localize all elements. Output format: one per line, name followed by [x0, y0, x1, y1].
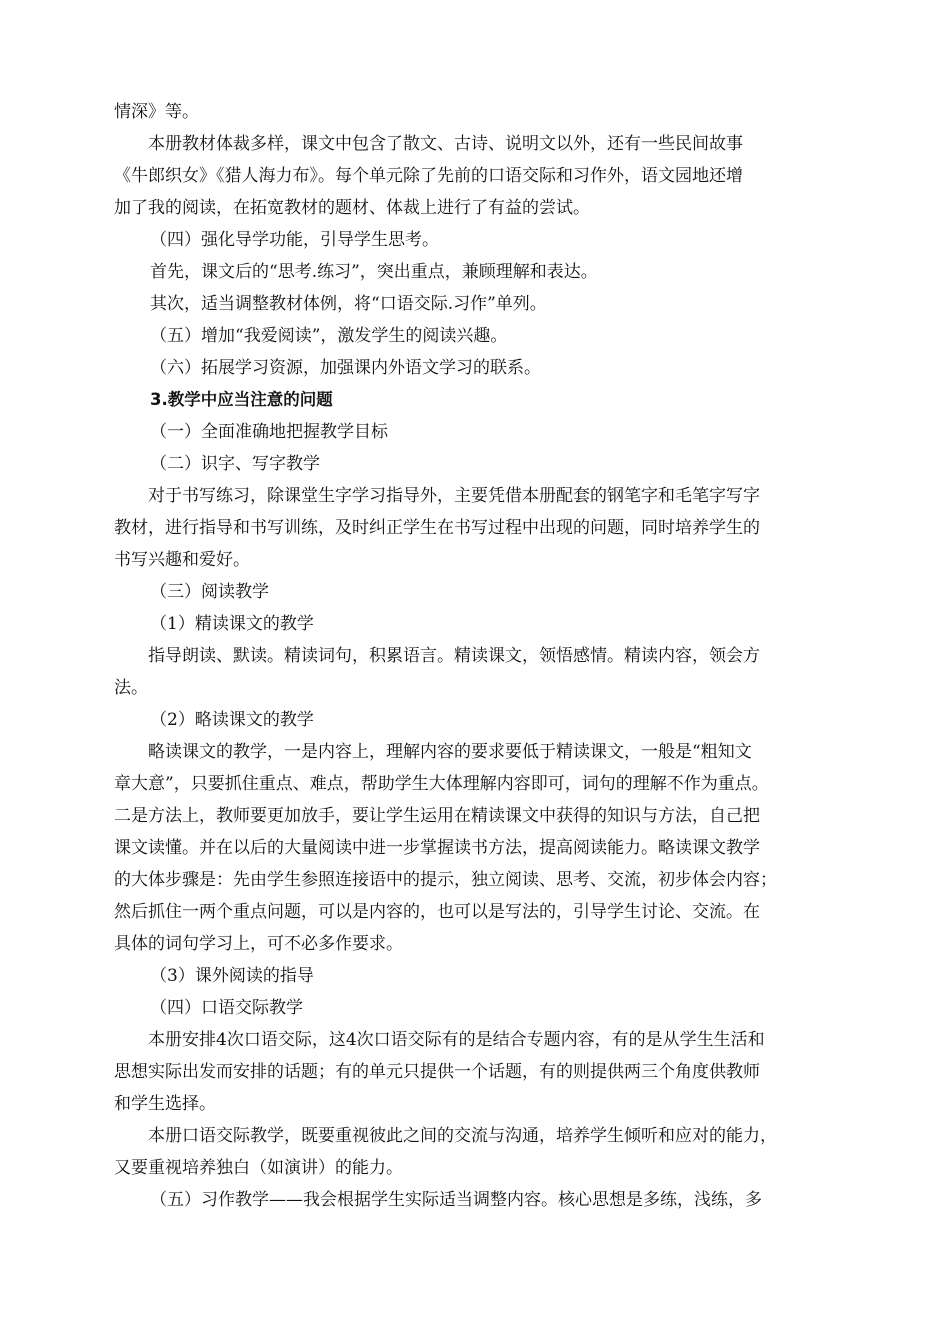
list-item: （五）习作教学——我会根据学生实际适当调整内容。核心思想是多练，浅练，多	[150, 1190, 762, 1210]
paragraph-line: 对于书写练习，除课堂生字学习指导外，主要凭借本册配套的钢笔字和毛笔字写字	[148, 486, 760, 506]
paragraph-line: 法。	[114, 678, 148, 698]
list-item: （一）全面准确地把握教学目标	[150, 422, 388, 442]
list-item: （五）增加“我爱阅读”，激发学生的阅读兴趣。	[150, 326, 508, 346]
paragraph-line: 本册口语交际教学，既要重视彼此之间的交流与沟通，培养学生倾听和应对的能力，	[148, 1126, 777, 1146]
paragraph-line: 的大体步骤是：先由学生参照连接语中的提示，独立阅读、思考、交流，初步体会内容；	[114, 870, 777, 890]
list-item: （六）拓展学习资源，加强课内外语文学习的联系。	[150, 358, 541, 378]
list-item: （三）阅读教学	[150, 582, 269, 602]
paragraph-line: 然后抓住一两个重点问题，可以是内容的，也可以是写法的，引导学生讨论、交流。在	[114, 902, 760, 922]
paragraph-line: 加了我的阅读，在拓宽教材的题材、体裁上进行了有益的尝试。	[114, 198, 590, 218]
paragraph-line: 本册安排4次口语交际，这4次口语交际有的是结合专题内容，有的是从学生生活和	[148, 1030, 765, 1050]
paragraph-skim-reading	[114, 736, 842, 960]
list-item: （2）略读课文的教学	[150, 710, 314, 730]
paragraph-line: 教材，进行指导和书写训练，及时纠正学生在书写过程中出现的问题，同时培养学生的	[114, 518, 760, 538]
paragraph-genres	[114, 128, 842, 224]
list-item: 首先，课文后的“思考.练习”，突出重点，兼顾理解和表达。	[150, 262, 598, 282]
section-heading: 3.教学中应当注意的问题	[150, 390, 333, 409]
list-item: 其次，适当调整教材体例，将“口语交际.习作”单列。	[150, 294, 547, 314]
paragraph-line: 章大意”，只要抓住重点、难点，帮助学生大体理解内容即可，词句的理解不作为重点。	[114, 774, 769, 794]
paragraph-line: 课文读懂。并在以后的大量阅读中进一步掌握读书方法，提高阅读能力。略读课文教学	[114, 838, 760, 858]
list-item: （四）强化导学功能，引导学生思考。	[150, 230, 439, 250]
paragraph-line: 思想实际出发而安排的话题；有的单元只提供一个话题，有的则提供两三个角度供教师	[114, 1062, 760, 1082]
paragraph-intensive-reading	[114, 640, 842, 704]
paragraph-line: 本册教材体裁多样，课文中包含了散文、古诗、说明文以外，还有一些民间故事	[148, 134, 743, 154]
paragraph-line: 和学生选择。	[114, 1094, 216, 1114]
list-item: （四）口语交际教学	[150, 998, 303, 1018]
paragraph-oral-teaching	[114, 1120, 842, 1184]
paragraph-line: 书写兴趣和爱好。	[114, 550, 250, 570]
paragraph-writing-practice	[114, 480, 842, 576]
paragraph-line: 指导朗读、默读。精读词句，积累语言。精读课文，领悟感情。精读内容，领会方	[148, 646, 760, 666]
paragraph-line: 《牛郎织女》《猎人海力布》。每个单元除了先前的口语交际和习作外，语文园地还增	[114, 166, 743, 186]
paragraph-line: 情深》等。	[114, 102, 199, 122]
document-body	[114, 96, 842, 1216]
paragraph-line: 二是方法上，教师要更加放手，要让学生运用在精读课文中获得的知识与方法，自己把	[114, 806, 760, 826]
paragraph-line: 具体的词句学习上，可不必多作要求。	[114, 934, 403, 954]
paragraph-oral-communication	[114, 1024, 842, 1120]
paragraph-line: 又要重视培养独白（如演讲）的能力。	[114, 1158, 403, 1178]
list-item: （1）精读课文的教学	[150, 614, 314, 634]
list-item: （3）课外阅读的指导	[150, 966, 314, 986]
list-item: （二）识字、写字教学	[150, 454, 320, 474]
paragraph-line: 略读课文的教学，一是内容上，理解内容的要求要低于精读课文，一般是“粗知文	[148, 742, 752, 762]
